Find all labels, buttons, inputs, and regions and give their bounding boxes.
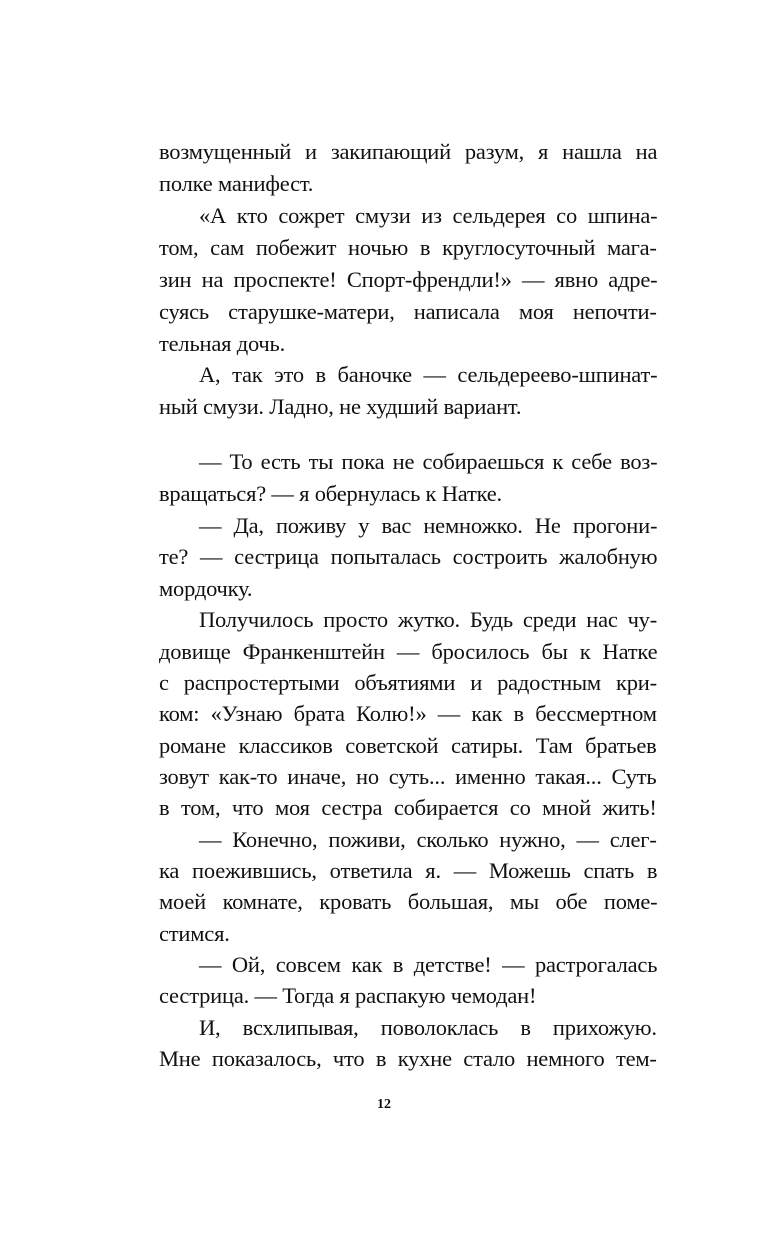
text-line: ка поежившись, ответила я. — Можешь спать в <box>159 858 658 883</box>
text-line: полке манифест. <box>159 171 314 196</box>
text-line: — То есть ты пока не собираешься к себе воз- <box>199 449 658 474</box>
text-line: моей комнате, кровать большая, мы обе поме- <box>159 889 658 914</box>
text-line: в том, что моя сестра собирается со мной жить! <box>159 795 657 820</box>
text-line: с распростертыми объятиями и радостным кри- <box>159 670 657 695</box>
text-line: — Да, поживу у вас немножко. Не прогони- <box>199 513 658 538</box>
text-line: мордочку. <box>159 576 253 601</box>
text-line: Получилось просто жутко. Будь среди нас чу- <box>199 607 658 632</box>
text-line: — Ой, совсем как в детстве! — растрогалась <box>199 952 658 977</box>
page-number: 12 <box>377 1097 391 1112</box>
text-line: том, сам побежит ночью в круглосуточный мага- <box>159 235 657 260</box>
text-line: стимся. <box>159 921 230 946</box>
text-line: тельная дочь. <box>159 331 286 356</box>
text-line: зин на проспекте! Спорт-френдли!» — явно адре- <box>159 267 658 292</box>
text-line: Мне показалось, что в кухне стало немного тем- <box>159 1046 657 1071</box>
text-line: «А кто сожрет смузи из сельдерея со шпина- <box>199 203 658 228</box>
text-line: вращаться? — я обернулась к Натке. <box>159 481 502 506</box>
text-line: — Конечно, поживи, сколько нужно, — слег- <box>199 827 657 852</box>
text-line: сестрица. — Тогда я распакую чемодан! <box>159 983 537 1008</box>
text-line: возмущенный и закипающий разум, я нашла на <box>159 139 658 164</box>
text-line: А, так это в баночке — сельдереево-шпинат- <box>199 362 658 387</box>
text-line: ный смузи. Ладно, не худший вариант. <box>159 394 522 419</box>
text-line: ком: «Узнаю брата Колю!» — как в бессмертном <box>159 701 657 726</box>
text-line: те? — сестрица попыталась состроить жалобную <box>159 544 658 569</box>
text-line: И, всхлипывая, поволоклась в прихожую. <box>199 1015 657 1040</box>
text-line: зовут как-то иначе, но суть... именно такая... Суть <box>159 764 657 789</box>
text-line: романе классиков советской сатиры. Там братьев <box>159 733 657 758</box>
text-line: довище Франкенштейн — бросилось бы к Натке <box>159 639 658 664</box>
text-line: суясь старушке-матери, написала моя непочти- <box>159 299 657 324</box>
